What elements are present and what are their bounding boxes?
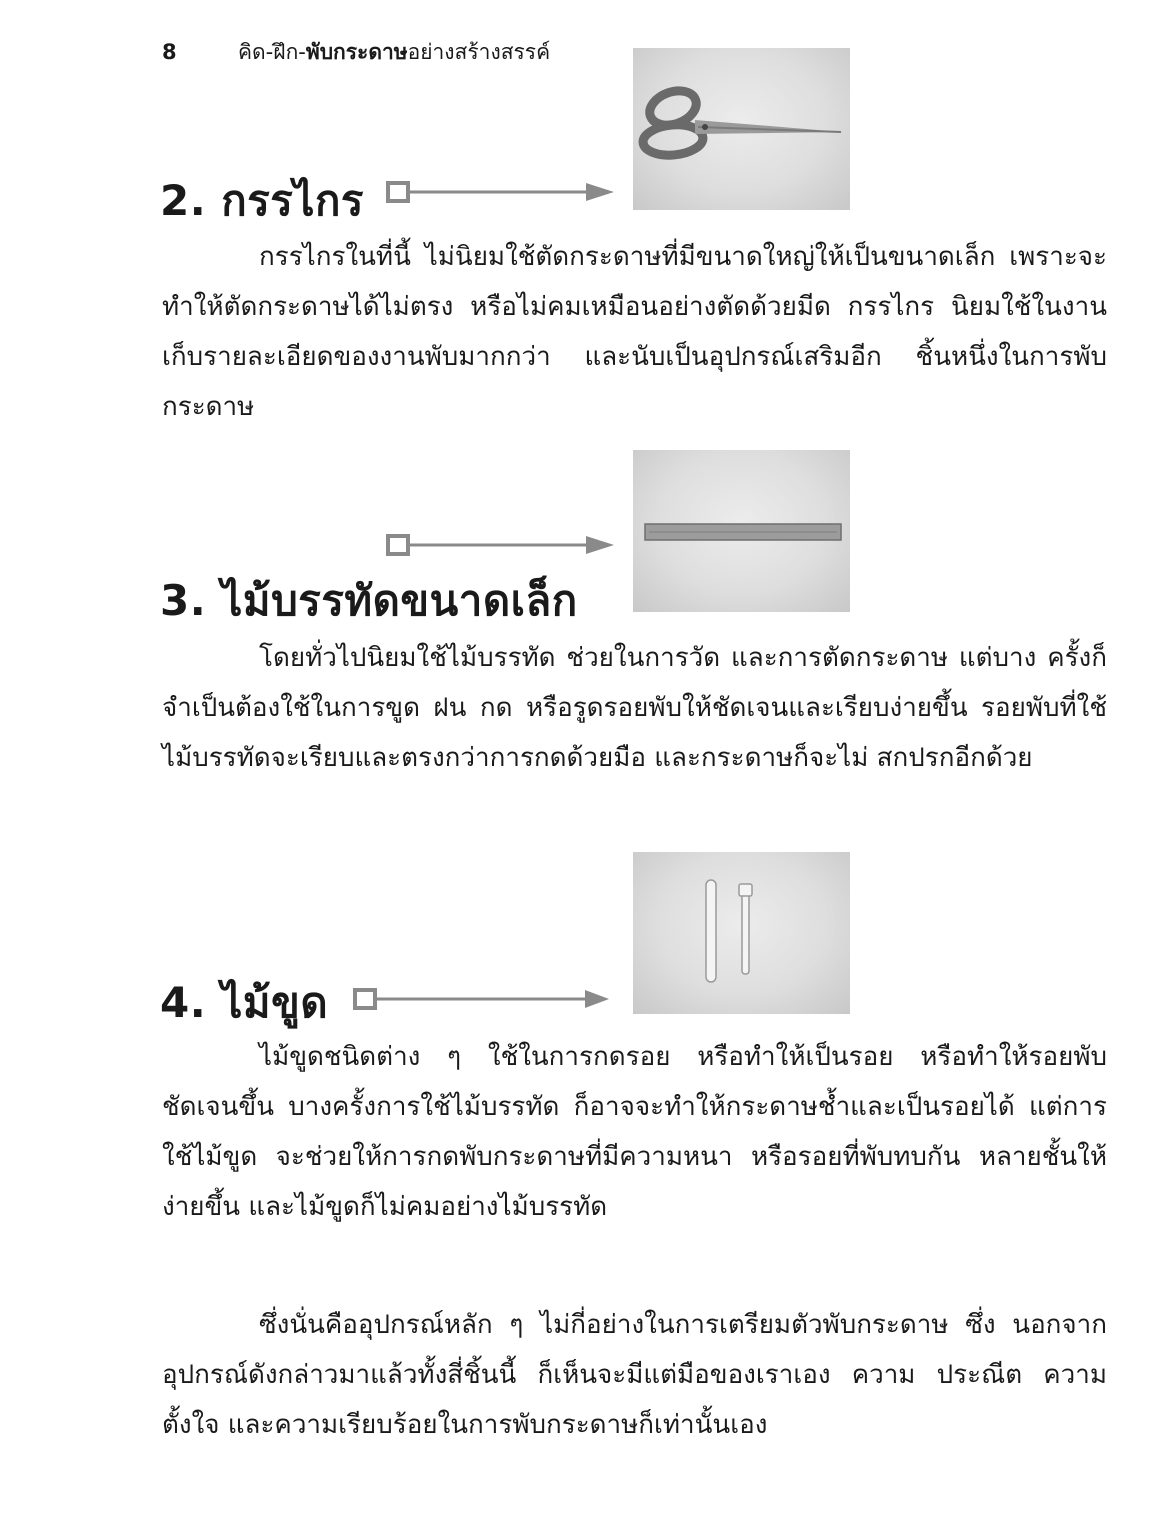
heading-scraper: 4. ไม้ขูด	[160, 978, 329, 1027]
pointer-arrow-scraper	[353, 987, 585, 1011]
book-title-suffix: อย่างสร้างสรรค์	[407, 40, 551, 64]
pointer-arrow-scraper-head	[585, 987, 611, 1011]
heading-scissors: 2. กรรไกร	[160, 176, 364, 225]
scraper-sticks-photo	[633, 852, 850, 1014]
paragraph-scraper-text: ไม้ขูดชนิดต่าง ๆ ใช้ในการกดรอย หรือทำให้เป็นรอย หรือทำให้รอยพับ ชัดเจนขึ้น บางครั้งการใช้ไม้บรรทัด ก็อาจจะทำให้กระดาษช้ำและเป็นรอยได้ แต่การใช้ไม้ขูด จะช่วยให้การกดพับกระดาษที่มีความหนา หรือรอยที่พับทบกัน หลายชั้นให้ง่ายขึ้น และไม้ขูดก็ไม่คมอย่างไม้บรรทัด	[162, 1042, 1107, 1222]
pointer-arrow-ruler	[386, 533, 618, 557]
paragraph-ruler-text: โดยทั่วไปนิยมใช้ไม้บรรทัด ช่วยในการวัด และการตัดกระดาษ แต่บาง ครั้งก็จำเป็นต้องใช้ในการขูด ฝน กด หรือรูดรอยพับให้ชัดเจนและเรียบง่ายขึ้น รอยพับที่ใช้ไม้บรรทัดจะเรียบและตรงกว่าการกดด้วยมือ และกระดาษก็จะไม่ สกปรกอีกด้วย	[162, 643, 1107, 773]
scissors-icon	[633, 48, 850, 210]
page-number: 8	[162, 40, 177, 64]
book-title-prefix: คิด-ฝึก-	[238, 40, 306, 64]
scraper-sticks-icon	[633, 852, 850, 1014]
book-title	[238, 36, 550, 69]
paragraph-scraper	[162, 1032, 1107, 1232]
heading-ruler: 3. ไม้บรรทัดขนาดเล็ก	[160, 576, 578, 625]
ruler-icon	[633, 450, 850, 612]
paragraph-ruler	[162, 633, 1107, 783]
pointer-arrow-scissors	[386, 180, 618, 204]
running-head	[162, 36, 550, 69]
closing-paragraph	[162, 1300, 1107, 1450]
scissors-photo	[633, 48, 850, 210]
paragraph-scissors-text: กรรไกรในที่นี้ ไม่นิยมใช้ตัดกระดาษที่มีขนาดใหญ่ให้เป็นขนาดเล็ก เพราะจะทำให้ตัดกระดาษได้ไม่ตรง หรือไม่คมเหมือนอย่างตัดด้วยมีด กรรไกร นิยมใช้ในงานเก็บรายละเอียดของงานพับมากกว่า และนับเป็นอุปกรณ์เสริมอีก ชิ้นหนึ่งในการพับกระดาษ	[162, 242, 1107, 422]
book-title-bold: พับกระดาษ	[305, 40, 408, 64]
paragraph-scissors	[162, 232, 1107, 432]
ruler-photo	[633, 450, 850, 612]
closing-paragraph-text: ซึ่งนั่นคืออุปกรณ์หลัก ๆ ไม่กี่อย่างในการเตรียมตัวพับกระดาษ ซึ่ง นอกจากอุปกรณ์ดังกล่าวมาแล้วทั้งสี่ชิ้นนี้ ก็เห็นจะมีแต่มือของเราเอง ความ ประณีต ความตั้งใจ และความเรียบร้อยในการพับกระดาษก็เท่านั้นเอง	[162, 1310, 1107, 1440]
